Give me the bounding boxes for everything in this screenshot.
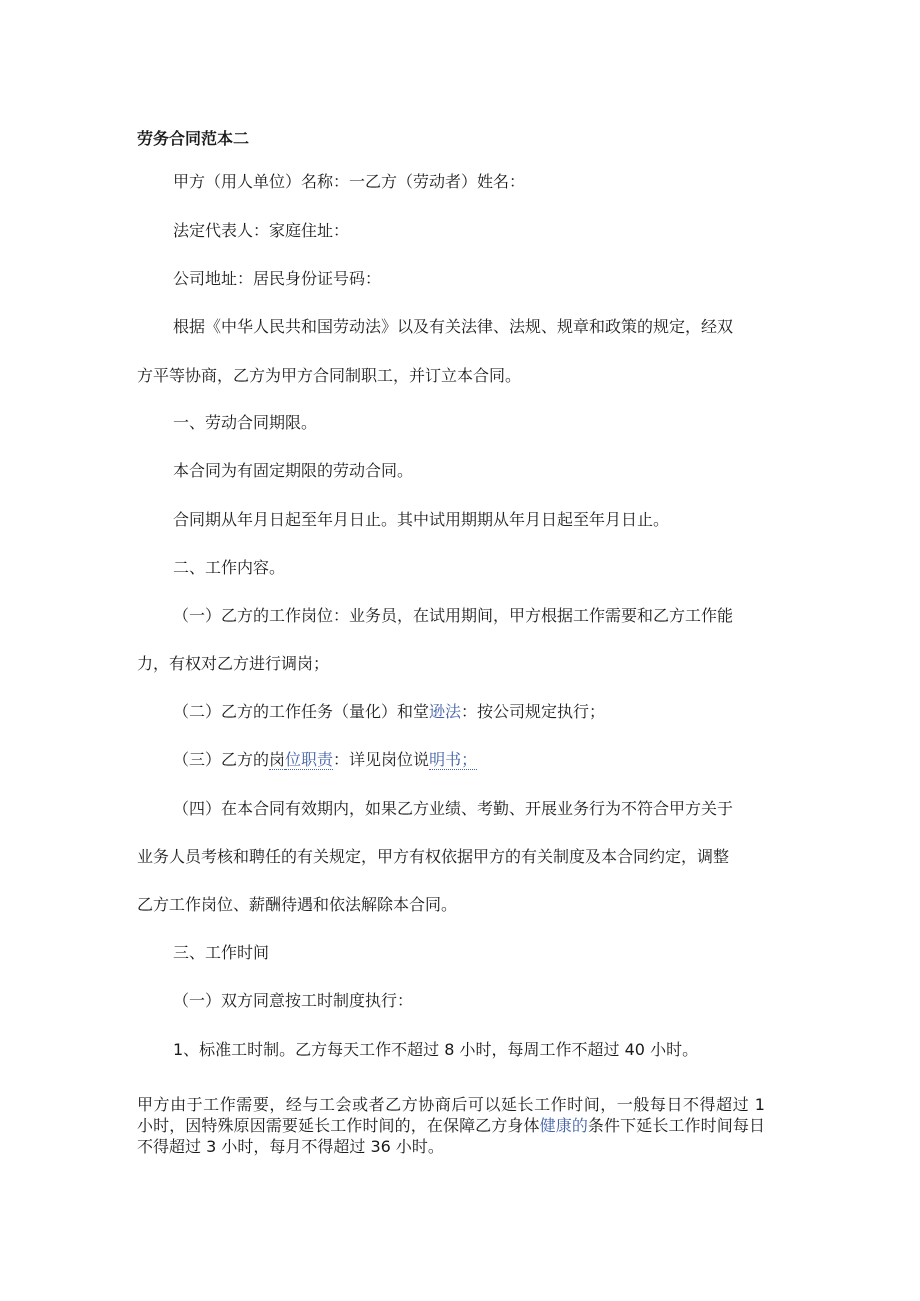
section-2-item-3-underlined: 岗 bbox=[269, 750, 286, 769]
section-3-standard-hours: 1、标准工时制。乙方每天工作不超过 8 小时，每周工作不超过 40 小时。 bbox=[173, 1040, 699, 1059]
representative-line: 法定代表人：家庭住址： bbox=[173, 221, 350, 240]
section-3-item-1: （一）双方同意按工时制度执行： bbox=[173, 991, 414, 1010]
section-2-item-1-line-2: 力，有权对乙方进行调岗； bbox=[137, 654, 330, 673]
party-line: 甲方（用人单位）名称：一乙方（劳动者）姓名： bbox=[173, 172, 526, 191]
section-2-item-2 bbox=[173, 702, 605, 722]
section-3-overtime-paragraph bbox=[137, 1094, 765, 1157]
section-2-item-1-line-1: （一）乙方的工作岗位：业务员，在试用期间，甲方根据工作需要和乙方工作能 bbox=[173, 606, 734, 625]
section-2-item-2-text: （二）乙方的工作任务（量化）和堂 bbox=[173, 702, 430, 721]
address-line: 公司地址：居民身份证号码： bbox=[173, 269, 382, 288]
section-2-heading: 二、工作内容。 bbox=[173, 558, 286, 577]
section-1-para-2: 合同期从年月日起至年月日止。其中试用期期从年月日起至年月日止。 bbox=[173, 510, 670, 529]
overtime-text: 甲方由于工作需要，经与工会或者乙方协商后可以延长工作时间，一般每日不得超过 1 小时，因特殊原因需要延长工作时间的，在保障乙方身体 bbox=[137, 1095, 765, 1135]
section-2-item-4-line-3: 乙方工作岗位、薪酬待遇和依法解除本合同。 bbox=[137, 895, 458, 914]
basis-line-2: 方平等协商，乙方为甲方合同制职工，并订立本合同。 bbox=[137, 366, 522, 385]
basis-line-1: 根据《中华人民共和国劳动法》以及有关法律、法规、规章和政策的规定，经双 bbox=[173, 317, 734, 336]
section-2-item-4-line-1: （四）在本合同有效期内，如果乙方业绩、考勤、开展业务行为不符合甲方关于 bbox=[173, 799, 734, 818]
section-2-item-2-link[interactable]: 逊法 bbox=[429, 702, 462, 721]
manual-link[interactable]: 明书； bbox=[429, 750, 478, 769]
health-link[interactable]: 健康的 bbox=[539, 1116, 588, 1135]
section-1-heading: 一、劳动合同期限。 bbox=[173, 413, 318, 432]
section-2-item-3-mid: ：详见岗位说 bbox=[333, 750, 430, 769]
section-2-item-2-rest: ：按公司规定执行； bbox=[461, 702, 606, 721]
document-title: 劳务合同范本二 bbox=[137, 129, 250, 148]
section-2-item-3-text: （三）乙方的 bbox=[173, 750, 270, 769]
section-3-heading: 三、工作时间 bbox=[173, 943, 270, 962]
section-2-item-4-line-2: 业务人员考核和聘任的有关规定，甲方有权依据甲方的有关制度及本合同约定，调整 bbox=[137, 847, 730, 866]
overtime-text-rest: 条件下延长工作时间每日不得超过 3 小时，每月不得超过 36 小时。 bbox=[137, 1116, 765, 1156]
section-2-item-3 bbox=[173, 750, 477, 770]
position-duty-link[interactable]: 位职责 bbox=[285, 750, 334, 769]
section-1-para-1: 本合同为有固定期限的劳动合同。 bbox=[173, 461, 414, 480]
